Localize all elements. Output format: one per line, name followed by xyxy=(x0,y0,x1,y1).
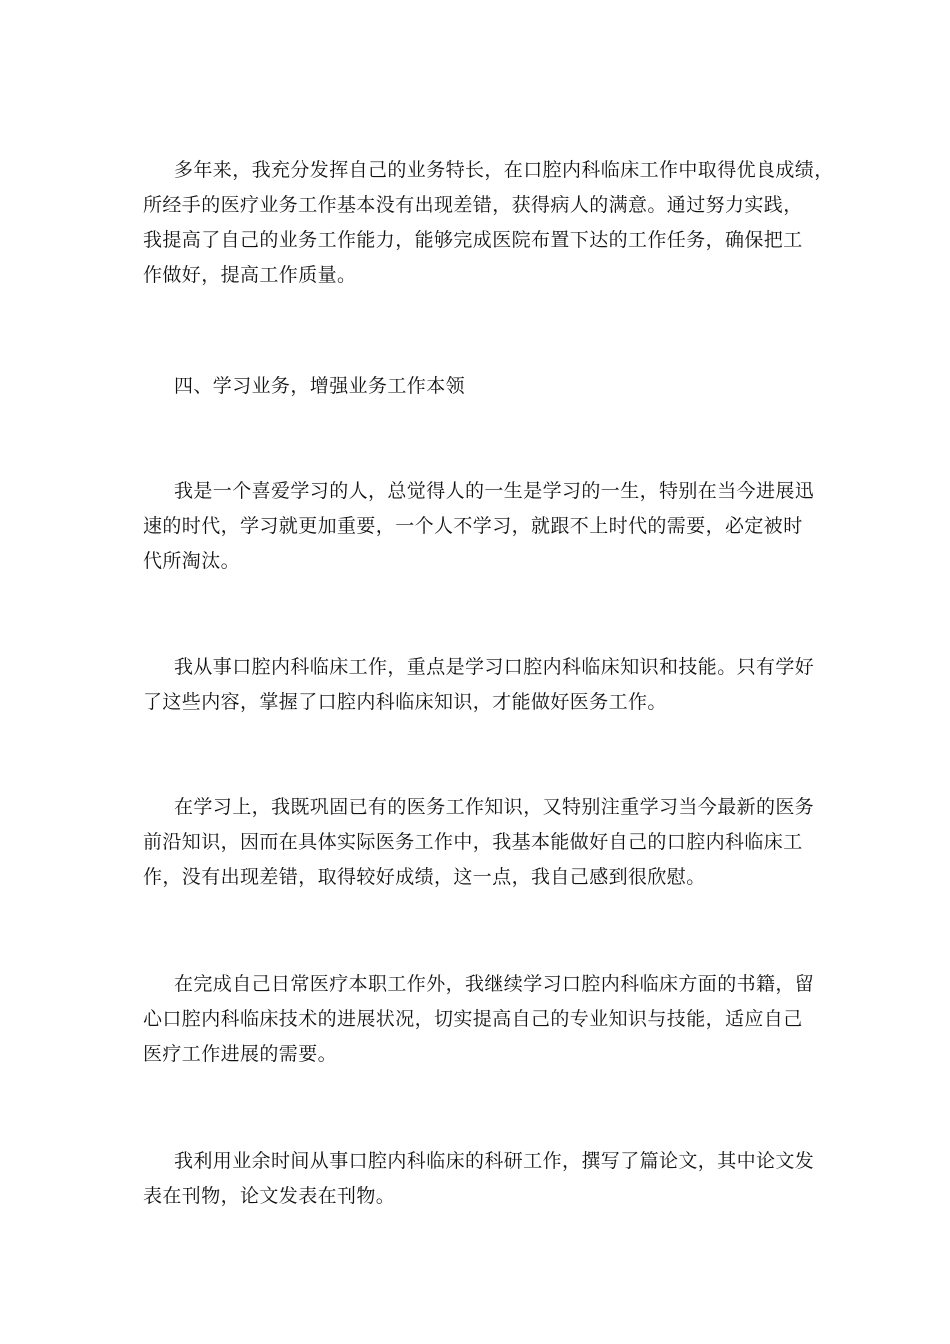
heading-line: 四、学习业务，增强业务工作本领 xyxy=(174,375,466,397)
text-line: 代所淘汰。 xyxy=(143,550,241,572)
text-line: 我是一个喜爱学习的人，总觉得人的一生是学习的一生，特别在当今进展迅 xyxy=(174,480,815,502)
text-line: 我提高了自己的业务工作能力，能够完成医院布置下达的工作任务，确保把工 xyxy=(143,229,803,251)
paragraph-love-of-learning xyxy=(143,474,815,579)
text-line: 在学习上，我既巩固已有的医务工作知识，又特别注重学习当今最新的医务 xyxy=(174,796,815,818)
text-line: 作，没有出现差错，取得较好成绩，这一点，我自己感到很欣慰。 xyxy=(143,866,706,888)
paragraph-continued-study xyxy=(143,967,815,1072)
text-line: 速的时代，学习就更加重要，一个人不学习，就跟不上时代的需要，必定被时 xyxy=(143,515,803,537)
paragraph-professional-skills xyxy=(143,153,834,293)
text-line: 我利用业余时间从事口腔内科临床的科研工作，撰写了篇论文，其中论文发 xyxy=(174,1150,815,1172)
text-line: 所经手的医疗业务工作基本没有出现差错，获得病人的满意。通过努力实践， xyxy=(143,194,803,216)
paragraph-study-results xyxy=(143,790,815,895)
text-line: 作做好，提高工作质量。 xyxy=(143,264,357,286)
text-line: 医疗工作进展的需要。 xyxy=(143,1043,338,1065)
text-line: 在完成自己日常医疗本职工作外，我继续学习口腔内科临床方面的书籍，留 xyxy=(174,973,815,995)
paragraph-research-papers xyxy=(143,1144,815,1214)
text-line: 我从事口腔内科临床工作，重点是学习口腔内科临床知识和技能。只有学好 xyxy=(174,656,815,678)
paragraph-clinical-focus xyxy=(143,650,815,720)
text-line: 多年来，我充分发挥自己的业务特长，在口腔内科临床工作中取得优良成绩， xyxy=(174,159,834,181)
text-line: 了这些内容，掌握了口腔内科临床知识，才能做好医务工作。 xyxy=(143,691,667,713)
text-line: 前沿知识，因而在具体实际医务工作中，我基本能做好自己的口腔内科临床工 xyxy=(143,831,803,853)
section-heading xyxy=(143,369,811,404)
text-line: 表在刊物，论文发表在刊物。 xyxy=(143,1185,396,1207)
text-line: 心口腔内科临床技术的进展状况，切实提高自己的专业知识与技能，适应自己 xyxy=(143,1008,803,1030)
